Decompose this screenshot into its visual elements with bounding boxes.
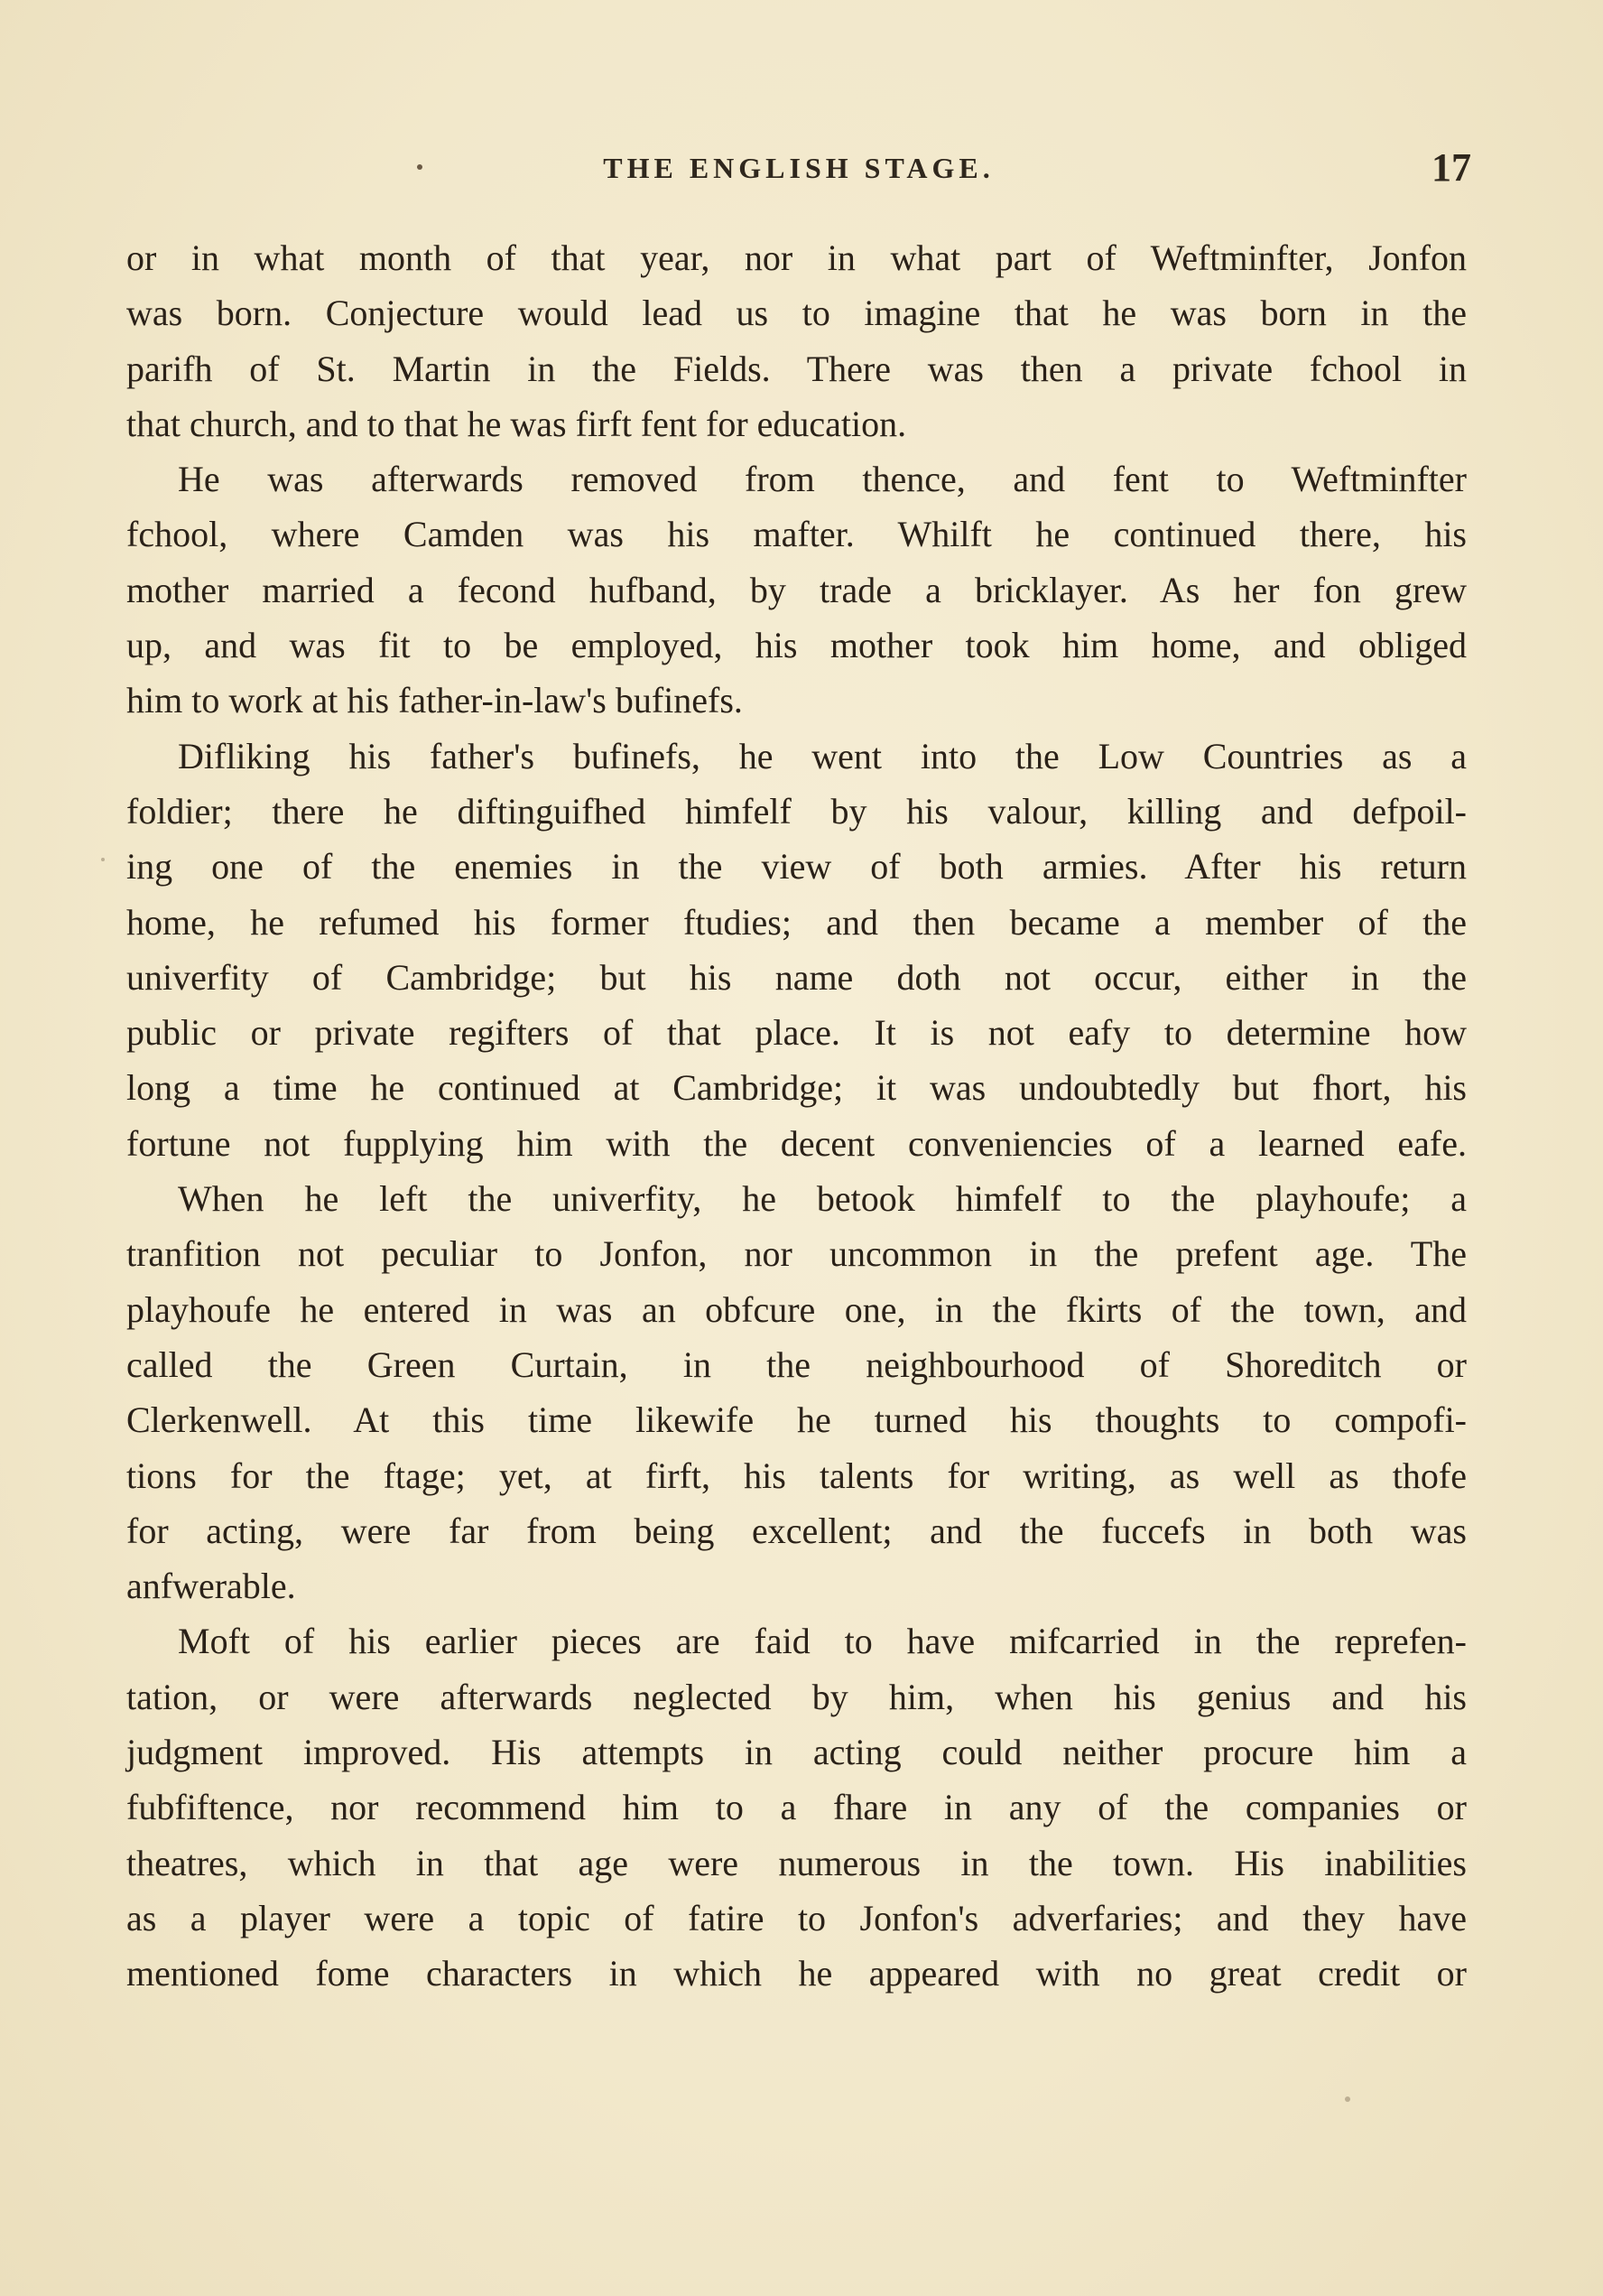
- text-line: or in what month of that year, nor in what part of Weftminfter, Jonfon: [126, 237, 1467, 278]
- running-head: THE ENGLISH STAGE.: [603, 152, 995, 184]
- text-line: parifh of St. Martin in the Fields. There was then a private fchool in: [126, 348, 1467, 389]
- text-line: theatres, which in that age were numerous in the town. His inabilities: [126, 1842, 1467, 1883]
- text-line: fubfiftence, nor recommend him to a fhare in any of the companies or: [126, 1787, 1467, 1828]
- text-line: judgment improved. His attempts in acting could neither procure him a: [126, 1732, 1467, 1773]
- text-line: fchool, where Camden was his mafter. Whilft he continued there, his: [126, 514, 1467, 555]
- text-line: Clerkenwell. At this time likewife he turned his thoughts to compofi-: [126, 1399, 1467, 1441]
- text-line: anfwerable.: [126, 1566, 296, 1607]
- text-line: that church, and to that he was firft fent for education.: [126, 403, 907, 444]
- text-line: called the Green Curtain, in the neighbourhood of Shoreditch or: [126, 1343, 1467, 1385]
- text-line: home, he refumed his former ftudies; and then became a member of the: [126, 901, 1467, 943]
- text-line: univerfity of Cambridge; but his name doth not occur, either in the: [126, 956, 1467, 998]
- text-line: for acting, were far from being excellent; and the fuccefs in both was: [126, 1510, 1467, 1551]
- text-line: long a time he continued at Cambridge; it was undoubtedly but fhort, his: [126, 1067, 1467, 1109]
- text-line: up, and was fit to be employed, his mother took him home, and obliged: [126, 625, 1467, 666]
- text-line: him to work at his father-in-law's bufinefs.: [126, 680, 743, 721]
- text-line: mother married a fecond hufband, by trade a bricklayer. As her fon grew: [126, 569, 1467, 610]
- text-line: tranfition not peculiar to Jonfon, nor uncommon in the prefent age. The: [126, 1233, 1467, 1275]
- text-line: tions for the ftage; yet, at firft, his talents for writing, as well as thofe: [126, 1455, 1467, 1496]
- page-number: 17: [1432, 145, 1471, 190]
- paper-spot: [101, 858, 105, 861]
- text-line: Difliking his father's bufinefs, he went into the Low Countries as a: [178, 735, 1467, 776]
- text-line: Moft of his earlier pieces are faid to have mifcarried in the reprefen-: [178, 1621, 1467, 1662]
- body-text: [126, 230, 1467, 2002]
- text-line: When he left the univerfity, he betook himfelf to the playhoufe; a: [178, 1178, 1467, 1220]
- text-line: mentioned fome characters in which he appeared with no great credit or: [126, 1953, 1467, 1994]
- text-line: as a player were a topic of fatire to Jonfon's adverfaries; and they have: [126, 1897, 1467, 1938]
- text-line: tation, or were afterwards neglected by him, when his genius and his: [126, 1676, 1467, 1717]
- text-line: foldier; there he diftinguifhed himfelf by his valour, killing and defpoil-: [126, 790, 1467, 832]
- text-line: public or private regifters of that place. It is not eafy to determine how: [126, 1012, 1467, 1054]
- text-line: ing one of the enemies in the view of both armies. After his return: [126, 846, 1467, 888]
- text-line: fortune not fupplying him with the decent conveniencies of a learned eafe.: [126, 1122, 1467, 1164]
- text-line: playhoufe he entered in was an obfcure one, in the fkirts of the town, and: [126, 1288, 1467, 1330]
- text-line: He was afterwards removed from thence, and fent to Weftminfter: [178, 459, 1467, 500]
- paper-spot: [1345, 2096, 1350, 2102]
- page-header: [126, 144, 1471, 199]
- text-line: was born. Conjecture would lead us to imagine that he was born in the: [126, 293, 1467, 334]
